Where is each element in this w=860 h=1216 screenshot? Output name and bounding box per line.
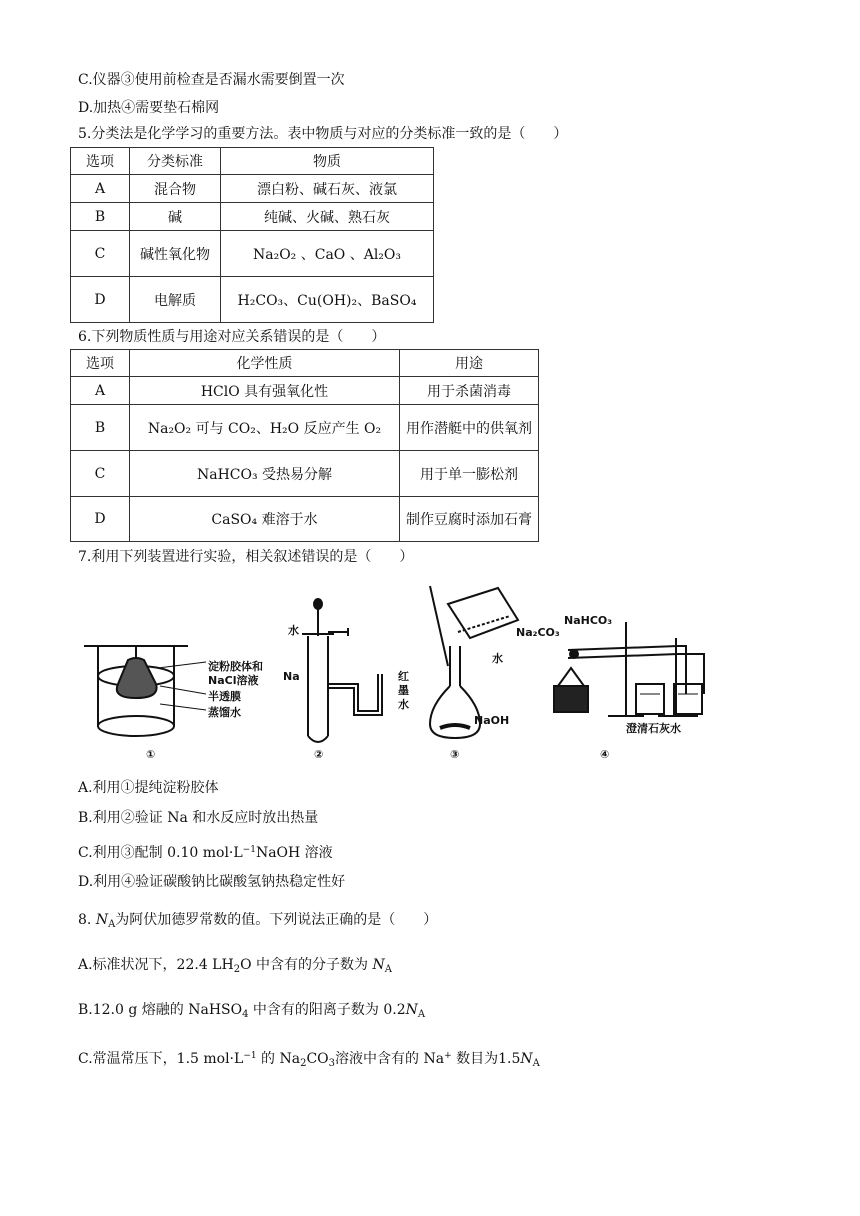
apparatus-figure [78, 576, 718, 766]
caption-3: ③ [450, 748, 460, 761]
caption-4: ④ [600, 748, 610, 761]
q5-cell: 碱 [130, 203, 221, 231]
q7-option-d: D.利用④验证碳酸钠比碳酸氢钠热稳定性好 [78, 874, 346, 890]
label-nacl: NaCl溶液 [208, 674, 259, 687]
label-na2co3: Na₂CO₃ [516, 626, 560, 639]
q6-header-option: 选项 [71, 350, 130, 377]
q6-cell: A [71, 377, 130, 405]
q5-cell: A [71, 175, 130, 203]
q6-header-use: 用途 [400, 350, 539, 377]
q7-option-a: A.利用①提纯淀粉胶体 [78, 780, 219, 796]
q5-cell: D [71, 277, 130, 323]
q6-header-property: 化学性质 [130, 350, 400, 377]
q5-cell: 混合物 [130, 175, 221, 203]
q5-stem: 5.分类法是化学学习的重要方法。表中物质与对应的分类标准一致的是（ ） [78, 126, 568, 142]
q5-cell: C [71, 231, 130, 277]
apparatus-1-dialysis [84, 646, 206, 736]
q6-cell: HClO 具有强氧化性 [130, 377, 400, 405]
q8-option-c: C.常温常压下，1.5 $mol\cdot L^{-1}$ 的 $Na_2CO_3$溶液中含有的 Na+ 数目为$1.5N_A$ [78, 1051, 540, 1069]
q8-stem: 8. $N_A$为阿伏加德罗常数的值。下列说法正确的是（ ） [78, 912, 438, 930]
q6-table [70, 349, 539, 542]
label-water-3: 水 [492, 652, 503, 665]
label-red-3: 水 [398, 698, 409, 711]
q6-cell: Na₂O₂ 可与 CO₂、H₂O 反应产生 O₂ [130, 405, 400, 451]
label-red-2: 墨 [398, 684, 409, 697]
q6-cell: 用作潜艇中的供氧剂 [400, 405, 539, 451]
q6-cell: 制作豆腐时添加石膏 [400, 497, 539, 542]
q8-option-a: A.标准状况下，22.4 $LH_2O$ 中含有的分子数为 $N_A$ [78, 957, 392, 975]
q6-cell: B [71, 405, 130, 451]
q7-stem: 7.利用下列装置进行实验，相关叙述错误的是（ ） [78, 549, 414, 565]
label-na: Na [283, 670, 300, 683]
q5-cell: 纯碱、火碱、熟石灰 [221, 203, 434, 231]
label-membrane: 半透膜 [208, 690, 241, 703]
q6-cell: 用于单一膨松剂 [400, 451, 539, 497]
q7-option-b: B.利用②验证 Na 和水反应时放出热量 [78, 810, 319, 826]
q5-cell: Na₂O₂ 、CaO 、Al₂O₃ [221, 231, 434, 277]
q5-cell: 电解质 [130, 277, 221, 323]
label-nahco3: NaHCO₃ [564, 614, 613, 627]
q5-cell: 碱性氧化物 [130, 231, 221, 277]
q6-cell: CaSO₄ 难溶于水 [130, 497, 400, 542]
q6-cell: NaHCO₃ 受热易分解 [130, 451, 400, 497]
q7-option-c: C.利用③配制 0.10 $mol\cdot L^{-1}NaOH$ 溶液 [78, 845, 333, 861]
q5-cell: 漂白粉、碱石灰、液氯 [221, 175, 434, 203]
q6-cell: 用于杀菌消毒 [400, 377, 539, 405]
q5-cell: B [71, 203, 130, 231]
label-water-2: 水 [288, 624, 299, 637]
q5-header-option: 选项 [71, 148, 130, 175]
q5-cell: H₂CO₃、Cu(OH)₂、BaSO₄ [221, 277, 434, 323]
label-limewater: 澄清石灰水 [626, 722, 681, 735]
caption-1: ① [146, 748, 156, 761]
q5-header-standard: 分类标准 [130, 148, 221, 175]
apparatus-2-na-water [302, 599, 382, 742]
label-naoh: NaOH [474, 714, 510, 727]
q6-stem: 6.下列物质性质与用途对应关系错误的是（ ） [78, 329, 386, 345]
q5-header-substance: 物质 [221, 148, 434, 175]
caption-2: ② [314, 748, 324, 761]
label-distilled-water: 蒸馏水 [208, 706, 241, 719]
q8-option-b: B.12.0 g 熔融的 NaHSO$_4$ 中含有的阳离子数为 $0.2N_A$ [78, 1002, 426, 1020]
q4-option-d: D.加热④需要垫石棉网 [78, 100, 220, 116]
q6-cell: D [71, 497, 130, 542]
q4-option-c: C.仪器③使用前检查是否漏水需要倒置一次 [78, 72, 345, 88]
label-red-1: 红 [398, 670, 409, 683]
q5-table [70, 147, 434, 323]
apparatus-4-thermal-stability [554, 622, 704, 716]
label-starch-colloid: 淀粉胶体和 [208, 660, 263, 673]
q6-cell: C [71, 451, 130, 497]
